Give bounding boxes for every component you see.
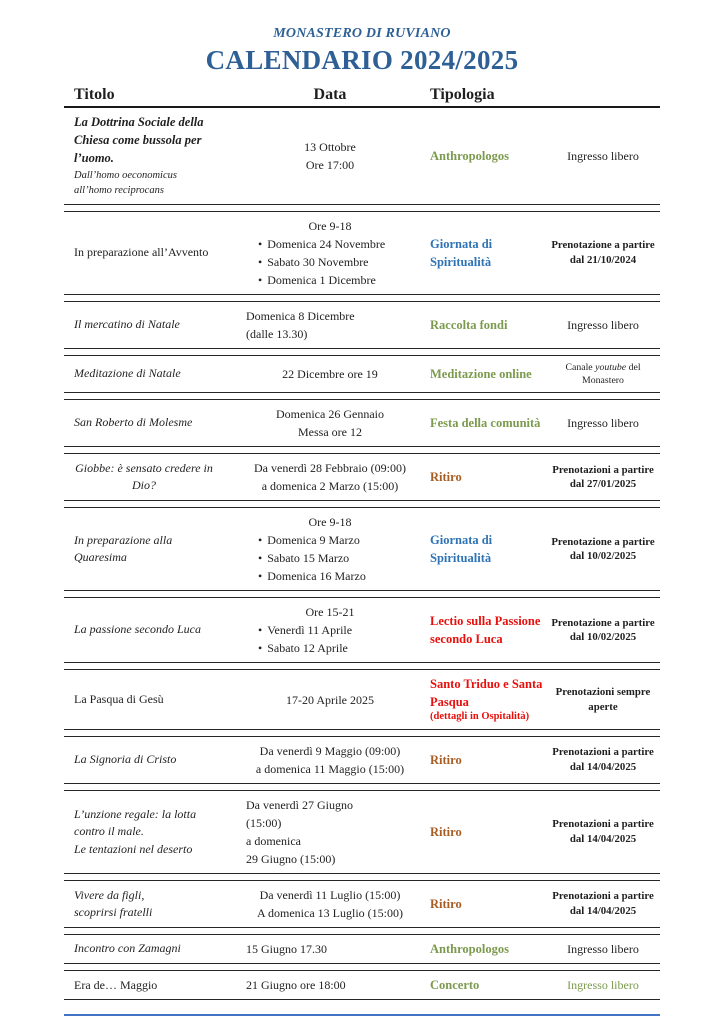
event-date-cell bbox=[234, 459, 426, 495]
event-note-segment: Prenotazione a partire dal 21/10/2024 bbox=[551, 239, 655, 266]
event-title-line: La passione secondo Luca bbox=[74, 622, 201, 637]
event-date-line: • Domenica 1 Dicembre bbox=[236, 271, 424, 289]
table-row bbox=[64, 355, 660, 393]
event-date-line: Da venerdì 28 Febbraio (09:00) bbox=[254, 461, 406, 476]
event-type-label: Concerto bbox=[430, 978, 480, 993]
event-title-cell bbox=[64, 621, 234, 638]
event-date-line: • Venerdì 11 Aprile bbox=[236, 621, 424, 639]
event-title-cell bbox=[64, 940, 234, 957]
event-date-line: a domenica 11 Maggio (15:00) bbox=[255, 762, 405, 777]
event-date-cell bbox=[234, 742, 426, 778]
event-type-cell bbox=[426, 414, 546, 432]
event-title-line: Giobbe: è sensato credere in Dio? bbox=[75, 460, 213, 493]
event-type-label: Ritiro bbox=[430, 470, 462, 485]
event-title-cell bbox=[64, 691, 234, 708]
event-note-segment: Prenotazioni a partire dal 14/04/2025 bbox=[552, 746, 654, 774]
table-row bbox=[64, 970, 660, 1000]
event-title-line: La Pasqua di Gesù bbox=[74, 691, 164, 706]
event-type-cell bbox=[426, 235, 546, 271]
event-type-cell bbox=[426, 365, 546, 383]
event-type-label: Ritiro bbox=[430, 752, 462, 767]
event-type-label: (dettagli in Ospitalità) bbox=[430, 711, 530, 723]
event-type-cell bbox=[426, 612, 546, 648]
event-type-label: Festa della comunità bbox=[430, 416, 541, 431]
event-date-line: • Domenica 24 Novembre bbox=[236, 235, 424, 253]
table-row bbox=[64, 301, 660, 349]
event-type-label: Meditazione online bbox=[430, 366, 532, 381]
event-note-segment: Ingresso libero bbox=[567, 942, 639, 956]
event-title-cell bbox=[64, 460, 234, 495]
event-type-cell bbox=[426, 147, 546, 165]
event-title-cell bbox=[64, 977, 234, 994]
table-row bbox=[64, 669, 660, 730]
event-date-line: • Domenica 9 Marzo bbox=[236, 531, 424, 549]
document-subtitle: MONASTERO DI RUVIANO bbox=[273, 26, 451, 41]
table-row bbox=[64, 211, 660, 295]
event-note-segment: Prenotazioni a partire dal 14/04/2025 bbox=[552, 890, 654, 918]
event-type-cell bbox=[426, 823, 546, 841]
event-type-label: Lectio sulla Passione secondo Luca bbox=[430, 614, 541, 647]
event-title-cell bbox=[64, 365, 234, 382]
table-body bbox=[64, 108, 660, 1000]
table-row bbox=[64, 399, 660, 447]
event-note-cell bbox=[546, 148, 660, 164]
event-note-cell bbox=[546, 817, 660, 846]
column-header-data: Data bbox=[313, 86, 347, 103]
event-type-label: Ritiro bbox=[430, 896, 462, 911]
event-date-line: 15 Giugno 17.30 bbox=[246, 942, 327, 957]
event-note-cell bbox=[546, 317, 660, 333]
event-title-line: In preparazione all’Avvento bbox=[74, 245, 209, 260]
event-note-cell bbox=[546, 616, 660, 645]
event-type-cell bbox=[426, 976, 546, 994]
event-date-line: A domenica 13 Luglio (15:00) bbox=[257, 906, 403, 921]
event-note-cell bbox=[546, 685, 660, 714]
column-header-titolo: Titolo bbox=[74, 86, 115, 103]
event-note-segment: Canale bbox=[565, 361, 596, 373]
event-date-line: • Domenica 16 Marzo bbox=[236, 567, 424, 585]
event-date-cell bbox=[234, 976, 426, 994]
event-note-segment: Ingresso libero bbox=[567, 416, 639, 431]
event-date-cell bbox=[234, 365, 426, 383]
event-date-line: 13 Ottobre bbox=[304, 139, 356, 154]
event-date-cell bbox=[234, 217, 426, 289]
event-date-line: Ore 17:00 bbox=[305, 157, 355, 172]
event-date-line: 22 Dicembre ore 19 bbox=[282, 366, 378, 381]
event-type-label: Giornata di Spiritualità bbox=[430, 236, 493, 269]
event-date-cell bbox=[234, 307, 426, 343]
event-title-cell bbox=[64, 316, 234, 333]
event-title-cell bbox=[64, 414, 234, 431]
event-type-cell bbox=[426, 895, 546, 913]
column-header-tipologia: Tipologia bbox=[430, 86, 495, 103]
event-note-segment: Prenotazione a partire dal 10/02/2025 bbox=[551, 616, 655, 644]
event-note-segment: Ingresso libero bbox=[567, 978, 639, 993]
event-title-line: Era de… Maggio bbox=[74, 977, 158, 992]
event-date-cell bbox=[234, 886, 426, 922]
event-note-segment: Prenotazione a partire dal 10/02/2025 bbox=[551, 535, 655, 563]
event-date-line: Domenica 8 Dicembre bbox=[246, 308, 355, 323]
event-note-cell bbox=[546, 889, 660, 918]
table-header-row bbox=[64, 86, 660, 108]
event-type-cell bbox=[426, 468, 546, 486]
event-type-cell bbox=[426, 751, 546, 769]
event-title-line: Meditazione di Natale bbox=[74, 366, 181, 381]
event-note-segment: Prenotazioni a partire dal 14/04/2025 bbox=[552, 818, 654, 846]
event-date-line: Da venerdì 9 Maggio (09:00) bbox=[259, 744, 401, 759]
event-date-line: • Sabato 30 Novembre bbox=[236, 253, 424, 271]
table-row bbox=[64, 880, 660, 928]
event-date-line: a domenica bbox=[246, 834, 301, 849]
event-date-line: Ore 9-18 bbox=[308, 515, 352, 530]
event-date-cell bbox=[234, 796, 426, 868]
event-date-line: • Sabato 15 Marzo bbox=[236, 549, 424, 567]
event-title-line: Dall’homo oeconomicus all’homo reciprocans bbox=[74, 170, 177, 197]
event-type-label: Raccolta fondi bbox=[430, 317, 508, 332]
event-note-cell bbox=[546, 535, 660, 564]
event-date-line: Ore 9-18 bbox=[308, 218, 352, 233]
table-row bbox=[64, 453, 660, 501]
event-title-cell bbox=[64, 113, 234, 199]
table-row bbox=[64, 597, 660, 663]
event-title-cell bbox=[64, 751, 234, 768]
event-note-segment: Ingresso libero bbox=[567, 317, 639, 332]
event-note-cell bbox=[546, 745, 660, 774]
event-date-cell bbox=[234, 513, 426, 585]
event-note-segment: Ingresso libero bbox=[567, 148, 639, 163]
event-date-cell bbox=[234, 940, 426, 958]
event-date-cell bbox=[234, 603, 426, 657]
event-date-line: Domenica 26 Gennaio bbox=[276, 407, 384, 422]
event-title-cell bbox=[64, 806, 234, 858]
event-date-line: • Sabato 12 Aprile bbox=[236, 639, 424, 657]
event-note-cell bbox=[546, 415, 660, 431]
event-note-cell bbox=[546, 941, 660, 957]
event-title-cell bbox=[64, 532, 234, 567]
event-note-segment: Prenotazioni a partire dal 27/01/2025 bbox=[552, 463, 654, 491]
event-title-line: Vivere da figli, bbox=[74, 887, 145, 902]
event-title-line: Il mercatino di Natale bbox=[74, 317, 180, 332]
event-date-line: Ore 15-21 bbox=[305, 605, 355, 620]
event-date-line: 17-20 Aprile 2025 bbox=[286, 692, 374, 707]
event-date-line: Da venerdì 11 Luglio (15:00) bbox=[259, 888, 401, 903]
event-title-cell bbox=[64, 244, 234, 261]
event-type-label: Anthropologos bbox=[430, 942, 509, 957]
event-date-cell bbox=[234, 405, 426, 441]
event-note-segment: del Monastero bbox=[582, 361, 641, 386]
event-title-line: La Dottrina Sociale della Chiesa come bussola per l’uomo. bbox=[74, 115, 204, 166]
event-note-cell bbox=[546, 977, 660, 993]
event-date-line: Messa ore 12 bbox=[298, 425, 362, 440]
event-title-cell bbox=[64, 887, 234, 922]
event-title-line: Incontro con Zamagni bbox=[74, 941, 181, 956]
event-date-line: a domenica 2 Marzo (15:00) bbox=[261, 479, 399, 494]
event-note-segment: youtube bbox=[595, 361, 627, 373]
event-type-cell bbox=[426, 675, 546, 724]
event-title-line: San Roberto di Molesme bbox=[74, 415, 193, 430]
event-note-cell bbox=[546, 463, 660, 492]
table-row bbox=[64, 790, 660, 874]
event-date-line: 29 Giugno (15:00) bbox=[246, 852, 336, 867]
event-date-cell bbox=[234, 138, 426, 174]
event-title-line: L’unzione regale: la lotta contro il male. bbox=[74, 806, 197, 839]
event-title-line: La Signoria di Cristo bbox=[74, 752, 177, 767]
event-type-label: Ritiro bbox=[430, 824, 462, 839]
event-date-cell bbox=[234, 691, 426, 709]
event-note-segment: Prenotazioni sempre aperte bbox=[555, 686, 651, 713]
document-title: CALENDARIO 2024/2025 bbox=[205, 45, 519, 75]
event-date-line: Da venerdì 27 Giugno bbox=[246, 798, 353, 813]
event-type-label: Santo Triduo e Santa Pasqua bbox=[430, 677, 543, 710]
event-date-line: (15:00) bbox=[246, 816, 282, 831]
event-type-label: Anthropologos bbox=[430, 148, 509, 163]
table-row bbox=[64, 736, 660, 784]
event-type-cell bbox=[426, 940, 546, 958]
table-row bbox=[64, 934, 660, 964]
event-date-line: 21 Giugno ore 18:00 bbox=[246, 978, 346, 993]
event-type-label: Giornata di Spiritualità bbox=[430, 533, 493, 566]
event-title-line: In preparazione alla Quaresima bbox=[74, 532, 173, 565]
event-type-cell bbox=[426, 531, 546, 567]
event-title-line: Le tentazioni nel deserto bbox=[74, 841, 193, 856]
event-note-cell bbox=[546, 361, 660, 387]
event-title-line: scoprirsi fratelli bbox=[74, 905, 153, 920]
table-row bbox=[64, 108, 660, 205]
event-note-cell bbox=[546, 238, 660, 267]
table-row bbox=[64, 507, 660, 591]
footer-rule bbox=[64, 1014, 660, 1016]
event-date-line: (dalle 13.30) bbox=[246, 326, 308, 341]
event-type-cell bbox=[426, 316, 546, 334]
